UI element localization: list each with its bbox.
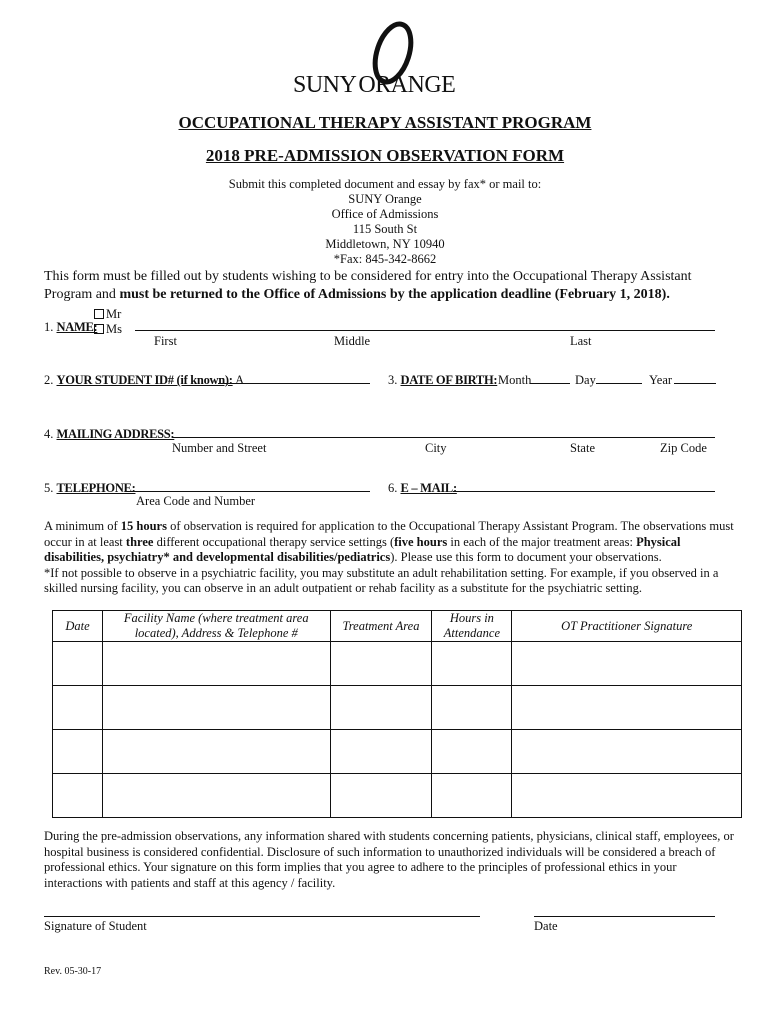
addr-street-caption: Number and Street (172, 441, 267, 455)
dob-month-caption: Month (498, 373, 532, 387)
psychiatric-note: *If not possible to observe in a psychiatric facility, you may substitute an adult rehabilitation setting. For example, if you observed in a skilled nursing facility, you can observe in an adult outpatient or rehab facility as a substitute for the psychiatric setting. (44, 565, 719, 595)
cell-facility[interactable] (102, 686, 330, 730)
mailing-address-label: 4. MAILING ADDRESS: (44, 427, 175, 441)
table-row (53, 774, 742, 818)
student-id-input-line[interactable] (218, 383, 370, 384)
program-title: OCCUPATIONAL THERAPY ASSISTANT PROGRAM (178, 113, 592, 132)
cell-date[interactable] (53, 774, 103, 818)
cell-date[interactable] (53, 686, 103, 730)
observation-table (52, 610, 742, 818)
student-signature-caption: Signature of Student (44, 919, 147, 933)
name-input-line[interactable] (135, 330, 715, 331)
confidentiality-paragraph: During the pre-admission observations, any information shared with students concerning patients, physicians, clinical staff, employees, or hospital business is considered confidential. Disclosure of such information to unauthorized individuals will be considered a breach of professional ethics. Your signature on this form implies that you agree to adhere to the principles of professional ethics in your interactions with patients and staff at this agency / facility. (44, 829, 734, 890)
date-signature-line[interactable] (534, 916, 715, 917)
telephone-input-line[interactable] (126, 491, 370, 492)
name-first-caption: First (154, 334, 177, 348)
intro-paragraph: This form must be filled out by students wishing to be considered for entry into the Occupational Therapy Assistant Program and must be returned to the Office of Admissions by the application deadline (February 1, 2018). (44, 269, 692, 302)
col-hours: Hours in Attendance (432, 611, 512, 642)
intro-deadline: must be returned to the Office of Admissions by the application deadline (February 1, 2018). (119, 287, 670, 302)
address-fax: *Fax: 845-342-8662 (333, 252, 437, 266)
telephone-caption: Area Code and Number (136, 494, 256, 508)
addr-city-caption: City (425, 441, 447, 455)
cell-signature[interactable] (512, 686, 742, 730)
email-input-line[interactable] (453, 491, 715, 492)
col-facility: Facility Name (where treatment area located), Address & Telephone # (102, 611, 330, 642)
cell-facility[interactable] (102, 730, 330, 774)
address-street: 115 South St (352, 222, 418, 236)
cell-treatment-area[interactable] (330, 774, 432, 818)
col-treatment-area: Treatment Area (330, 611, 432, 642)
requirements-paragraph: A minimum of 15 hours of observation is required for application to the Occupational Therapy Assistant Program. The observations must occur in at least three different occupational therapy service settings (five hours in each of the major treatment areas: Physical disabilities, psychiatry* and developmental disabilities/pediatrics). Please use this form to document your observations. *If not possible to observe in a psychiatric facility, you may substitute an adult rehabilitation setting. For example, if you observed in a skilled nursing facility, you can observe in an adult outpatient or rehab facility as a substitute for the psychiatric setting. (44, 519, 734, 595)
table-row (53, 686, 742, 730)
title-options (94, 307, 122, 337)
cell-treatment-area[interactable] (330, 730, 432, 774)
name-middle-caption: Middle (334, 334, 371, 348)
ms-option[interactable]: Ms (94, 322, 122, 337)
cell-signature[interactable] (512, 642, 742, 686)
cell-hours[interactable] (432, 730, 512, 774)
mr-option[interactable]: Mr (94, 307, 122, 322)
dob-label: 3. DATE OF BIRTH: (388, 373, 498, 387)
cell-signature[interactable] (512, 774, 742, 818)
cell-facility[interactable] (102, 774, 330, 818)
cell-facility[interactable] (102, 642, 330, 686)
name-field-label: 1. NAME: (44, 320, 98, 334)
addr-zip-caption: Zip Code (660, 441, 707, 455)
name-last-caption: Last (570, 334, 592, 348)
cell-date[interactable] (53, 642, 103, 686)
dob-year-input[interactable] (674, 383, 716, 384)
dob-day-caption: Day (575, 373, 596, 387)
cell-signature[interactable] (512, 730, 742, 774)
form-title: 2018 PRE-ADMISSION OBSERVATION FORM (205, 146, 565, 165)
mr-checkbox[interactable] (94, 309, 104, 319)
cell-treatment-area[interactable] (330, 686, 432, 730)
mailing-address-input-line[interactable] (172, 437, 715, 438)
date-caption: Date (534, 919, 558, 933)
student-id-label: 2. YOUR STUDENT ID# (if known): A (44, 373, 245, 387)
table-header-row (53, 611, 742, 642)
cell-date[interactable] (53, 730, 103, 774)
address-city: Middletown, NY 10940 (325, 237, 445, 251)
table-row (53, 642, 742, 686)
col-signature: OT Practitioner Signature (512, 611, 742, 642)
dob-month-input[interactable] (530, 383, 570, 384)
address-office: Office of Admissions (331, 207, 439, 221)
cell-hours[interactable] (432, 686, 512, 730)
email-label: 6. E – MAIL: (388, 481, 457, 495)
address-block (0, 177, 770, 267)
cell-hours[interactable] (432, 642, 512, 686)
telephone-label: 5. TELEPHONE: (44, 481, 136, 495)
cell-treatment-area[interactable] (330, 642, 432, 686)
address-intro: Submit this completed document and essay by fax* or mail to: (228, 177, 542, 191)
dob-day-input[interactable] (596, 383, 642, 384)
col-date: Date (53, 611, 103, 642)
addr-state-caption: State (570, 441, 595, 455)
revision-label: Rev. 05-30-17 (44, 966, 102, 977)
logo-wordmark (293, 72, 455, 99)
cell-hours[interactable] (432, 774, 512, 818)
table-row (53, 730, 742, 774)
address-org: SUNY Orange (348, 192, 422, 206)
student-signature-line[interactable] (44, 916, 480, 917)
logo-suny: SUNY (293, 72, 357, 98)
dob-year-caption: Year (649, 373, 673, 387)
logo-orange: ORANGE (358, 72, 456, 98)
